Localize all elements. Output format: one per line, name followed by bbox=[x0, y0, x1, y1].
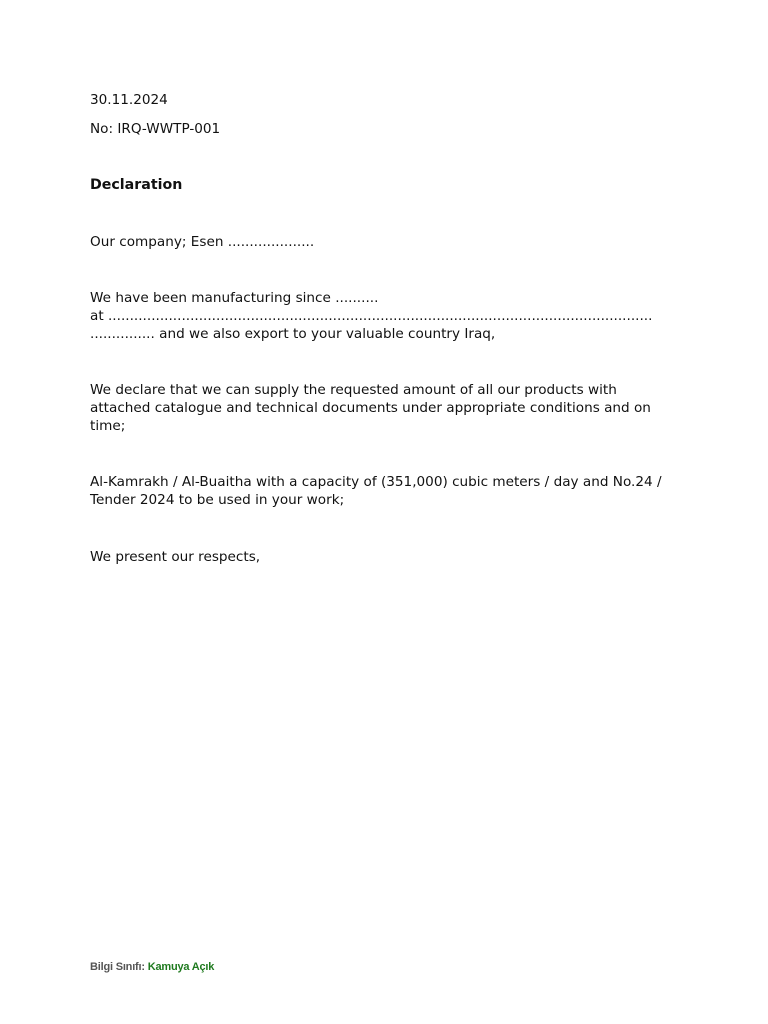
supply-paragraph: We declare that we can supply the requested amount of all our products with attached catalogue and technical documents under appropriate conditions and on time; bbox=[90, 382, 656, 434]
document-heading: Declaration bbox=[90, 177, 183, 193]
classification-value: Kamuya Açık bbox=[147, 961, 215, 973]
classification-footer bbox=[90, 961, 214, 973]
classification-label: Bilgi Sınıfı: bbox=[90, 961, 145, 973]
document-date: 30.11.2024 bbox=[90, 92, 168, 108]
manufacturing-paragraph: We have been manufacturing since .......... at .............................................................................................................................. ............... and we also export to your valuable country Iraq, bbox=[90, 290, 653, 342]
project-paragraph: Al-Kamrakh / Al-Buaitha with a capacity of (351,000) cubic meters / day and No.24 / Tender 2024 to be used in your work; bbox=[90, 474, 666, 508]
company-line: Our company; Esen .................... bbox=[90, 234, 315, 250]
reference-number: No: IRQ-WWTP-001 bbox=[90, 121, 221, 137]
closing-line: We present our respects, bbox=[90, 549, 261, 565]
